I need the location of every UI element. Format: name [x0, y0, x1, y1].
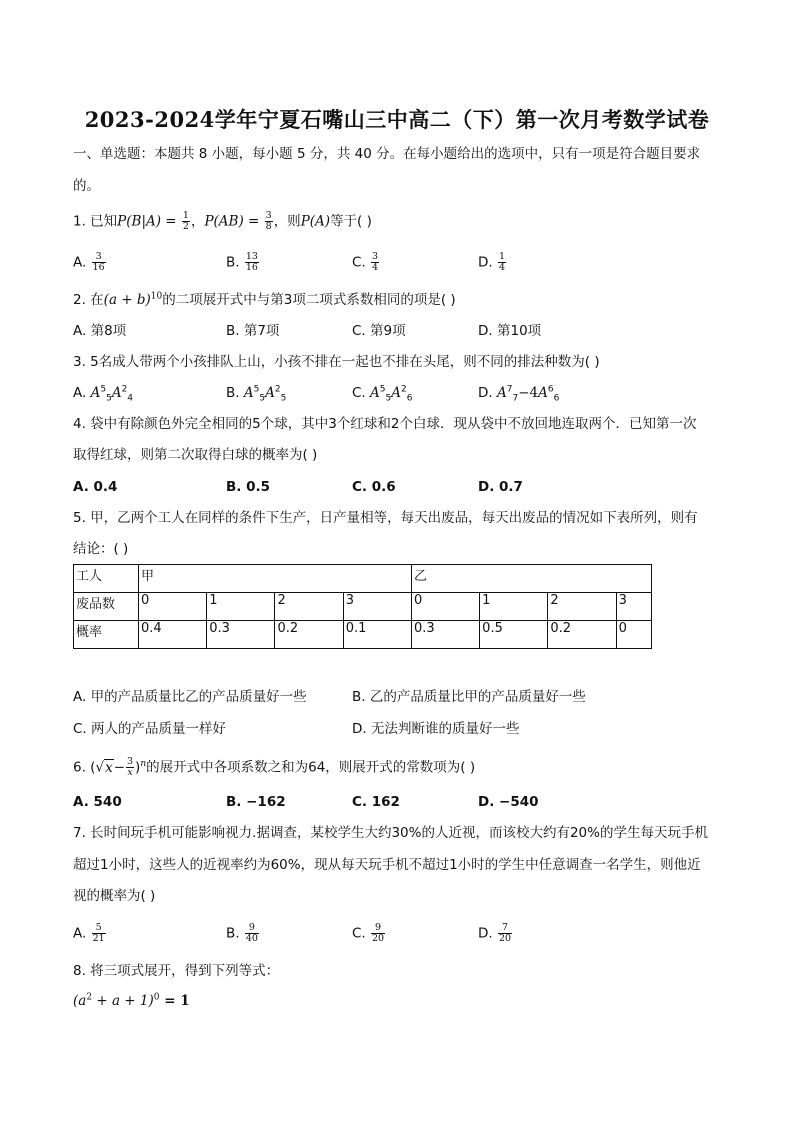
question-6: 6. (√x− $\frac{3}{x}$ )$^n$的展开式中各项系数之和为64，则展开式的常数项为( )	[73, 756, 476, 778]
q2-option-d[interactable]: D. 第10项	[478, 323, 542, 339]
table-cell: 0	[139, 593, 207, 621]
table-cell: 0.3	[207, 621, 275, 649]
q5-option-b[interactable]: B. 乙的产品质量比甲的产品质量好一些	[352, 689, 586, 705]
q3-option-c[interactable]: C. $A^5_5A^2_6$	[352, 384, 413, 404]
fraction: $\frac{3}{8}$	[265, 210, 272, 232]
section-instructions-line1: 一、单选题：本题共 8 小题，每小题 5 分，共 40 分。在每小题给出的选项中，只有一项是符合题目要求	[73, 146, 701, 162]
table-cell: 1	[207, 593, 275, 621]
table-cell: 2	[275, 593, 343, 621]
q5-option-c[interactable]: C. 两人的产品质量一样好	[73, 721, 227, 737]
question-4-line2: 取得红球，则第二次取得白球的概率为( )	[73, 447, 318, 463]
q3-option-a[interactable]: A. $A^5_5A^2_4$	[73, 384, 134, 404]
table-cell: 0.3	[411, 621, 479, 649]
table-row	[74, 593, 652, 621]
q4-option-b[interactable]: B. 0.5	[226, 479, 271, 495]
question-7-line2: 超过1小时，这些人的近视率约为60%，现从每天玩手机不超过1小时的学生中任意调查一名学生，则他近	[73, 857, 701, 873]
q4-option-d[interactable]: D. 0.7	[478, 479, 523, 495]
table-cell: 3	[343, 593, 411, 621]
question-3: 3. 5名成人带两个小孩排队上山，小孩不排在一起也不排在头尾，则不同的排法种数为( )	[73, 354, 600, 370]
q1-option-c[interactable]: C. $\frac{3}{4}$	[352, 251, 379, 273]
question-1: 1. 已知P(B|A) = $\frac{1}{2}$ ，P(AB) = $\frac{3}{8}$ ，则P(A)等于( )	[73, 210, 372, 232]
q6-option-b[interactable]: B. −162	[226, 794, 286, 810]
table-cell: 废品数	[74, 593, 139, 621]
exam-title: 2023-2024学年宁夏石嘴山三中高二（下）第一次月考数学试卷	[84, 107, 710, 132]
question-5-line1: 5. 甲，乙两个工人在同样的条件下生产，日产量相等，每天出废品，每天出废品的情况如下表所列，则有	[73, 510, 698, 526]
q6-option-a[interactable]: A. 540	[73, 794, 122, 810]
table-cell: 0	[411, 593, 479, 621]
table-cell: 甲	[139, 565, 412, 593]
q6-option-d[interactable]: D. −540	[478, 794, 539, 810]
question-4-line1: 4. 袋中有除颜色外完全相同的5个球，其中3个红球和2个白球．现从袋中不放回地连取两个．已知第一次	[73, 416, 697, 432]
defect-probability-table	[73, 564, 652, 649]
table-cell: 3	[616, 593, 651, 621]
table-cell: 工人	[74, 565, 139, 593]
q2-option-b[interactable]: B. 第7项	[226, 323, 280, 339]
fraction: $\frac{1}{2}$	[182, 210, 189, 232]
q2-option-c[interactable]: C. 第9项	[352, 323, 406, 339]
question-7-line3: 视的概率为( )	[73, 888, 156, 904]
q5-option-a[interactable]: A. 甲的产品质量比乙的产品质量好一些	[73, 689, 307, 705]
q7-option-c[interactable]: C. $\frac{9}{20}$	[352, 922, 385, 944]
table-cell: 0.2	[548, 621, 616, 649]
q2-option-a[interactable]: A. 第8项	[73, 323, 127, 339]
question-8-line1: 8. 将三项式展开，得到下列等式：	[73, 963, 280, 979]
question-7-line1: 7. 长时间玩手机可能影响视力.据调查，某校学生大约30%的人近视，而该校大约有20%的学生每天玩手机	[73, 825, 708, 841]
q7-option-d[interactable]: D. $\frac{7}{20}$	[478, 922, 512, 944]
question-8-equation: $(a^2 + a + 1)^0 = 1$	[73, 992, 190, 1009]
table-cell: 0	[616, 621, 651, 649]
q5-option-d[interactable]: D. 无法判断谁的质量好一些	[352, 721, 520, 737]
question-2: 2. 在$(a + b)^{10}$的二项展开式中与第3项二项式系数相同的项是( )	[73, 291, 456, 308]
q4-option-a[interactable]: A. 0.4	[73, 479, 118, 495]
q1-option-a[interactable]: A. $\frac{3}{16}$	[73, 251, 105, 273]
q3-option-b[interactable]: B. $A^5_5A^2_5$	[226, 384, 287, 404]
question-5-line2: 结论：( )	[73, 541, 129, 557]
table-cell: 2	[548, 593, 616, 621]
table-cell: 乙	[411, 565, 651, 593]
table-cell: 0.1	[343, 621, 411, 649]
table-row	[74, 621, 652, 649]
table-cell: 0.5	[480, 621, 548, 649]
table-cell: 概率	[74, 621, 139, 649]
q1-option-d[interactable]: D. $\frac{1}{4}$	[478, 251, 506, 273]
q7-option-b[interactable]: B. $\frac{9}{40}$	[226, 922, 258, 944]
table-cell: 0.2	[275, 621, 343, 649]
table-row	[74, 565, 652, 593]
q4-option-c[interactable]: C. 0.6	[352, 479, 396, 495]
q7-option-a[interactable]: A. $\frac{5}{21}$	[73, 922, 105, 944]
q3-option-d[interactable]: D. $A^7_7-4A^6_6$	[478, 384, 560, 404]
table-cell: 0.4	[139, 621, 207, 649]
table-cell: 1	[480, 593, 548, 621]
q1-option-b[interactable]: B. $\frac{13}{16}$	[226, 251, 258, 273]
section-instructions-line2: 的。	[73, 178, 100, 194]
q6-option-c[interactable]: C. 162	[352, 794, 400, 810]
